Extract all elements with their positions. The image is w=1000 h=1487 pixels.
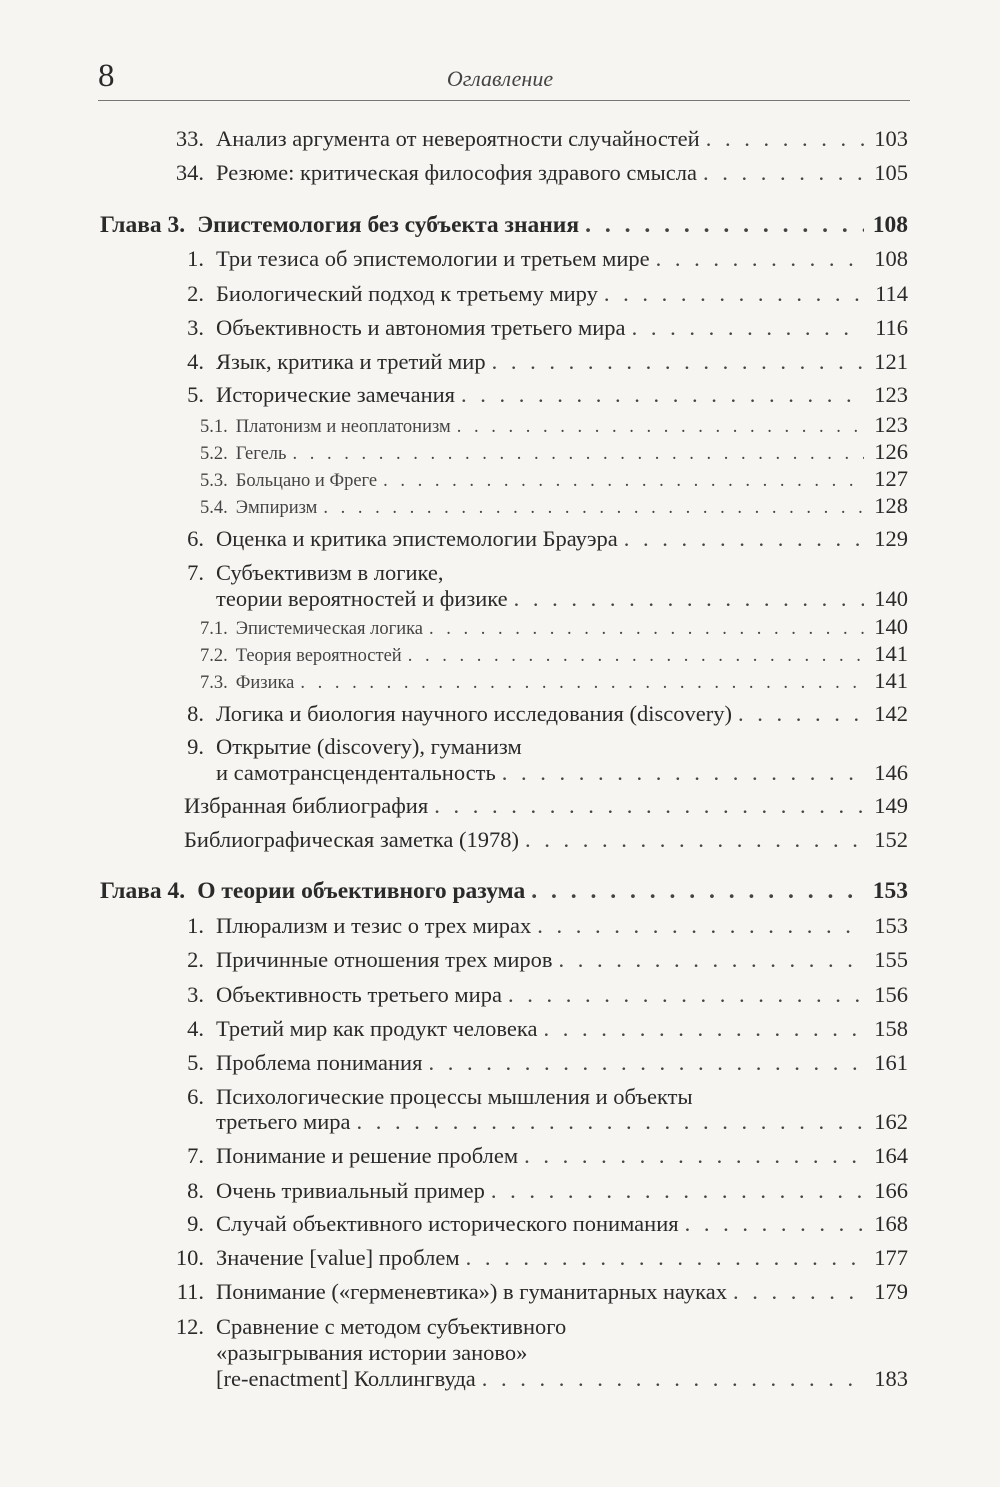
toc-entry[interactable] — [108, 1016, 908, 1042]
dot-leader — [558, 947, 864, 973]
chapter-number: Глава 4. — [100, 878, 186, 904]
subentry-page: 127 — [874, 466, 908, 491]
chapter-number: Глава 3. — [100, 212, 186, 238]
entry-number: 1. — [187, 913, 204, 938]
entry-title: Понимание и решение проблем — [216, 1143, 519, 1168]
toc-subentry[interactable] — [200, 412, 908, 438]
entry-number: 7. — [187, 1143, 204, 1168]
entry-title: Третий мир как продукт человека — [216, 1016, 538, 1041]
dot-leader — [624, 526, 864, 552]
entry-number: 8. — [187, 1178, 204, 1203]
entry-title-line: Психологические процессы мышления и объекты — [216, 1084, 693, 1109]
dot-leader — [531, 878, 864, 905]
entry-number: 9. — [187, 1211, 204, 1236]
entry-number: 9. — [187, 734, 204, 759]
toc-entry-continuation[interactable] — [108, 1109, 908, 1135]
entry-title: Причинные отношения трех миров — [216, 947, 553, 972]
entry-page: 179 — [874, 1279, 908, 1304]
toc-entry-continuation[interactable] — [108, 760, 908, 786]
entry-title: и самотрансцендентальность — [216, 760, 496, 785]
toc-entry[interactable] — [108, 1279, 908, 1305]
chapter-title: Эпистемология без субъекта знания — [197, 212, 580, 238]
entry-page: 161 — [874, 1050, 908, 1075]
chapter-page: 153 — [872, 878, 908, 904]
entry-number: 6. — [187, 1084, 204, 1109]
subentry-page: 141 — [874, 668, 908, 693]
dot-leader — [292, 444, 864, 465]
entry-title-line: Субъективизм в логике, — [216, 560, 444, 585]
entry-title-line: Сравнение с методом субъективного — [216, 1314, 567, 1339]
entry-title: Объективность и автономия третьего мира — [216, 315, 626, 340]
entry-page: 108 — [874, 246, 908, 271]
entry-number: 4. — [187, 349, 204, 374]
dot-leader — [300, 673, 864, 694]
entry-page: 116 — [875, 315, 908, 340]
subentry-number: 5.1. — [200, 417, 228, 437]
entry-page: 153 — [874, 913, 908, 938]
header-rule — [98, 100, 910, 101]
dot-leader — [434, 793, 864, 819]
dot-leader — [703, 160, 864, 186]
dot-leader — [632, 315, 864, 341]
dot-leader — [604, 281, 864, 307]
dot-leader — [502, 760, 864, 786]
toc-entry-multiline[interactable] — [108, 1314, 908, 1370]
entry-page: 177 — [874, 1245, 908, 1270]
subentry-page: 126 — [874, 439, 908, 464]
dot-leader — [383, 471, 864, 492]
entry-page: 146 — [874, 760, 908, 785]
chapter-entry[interactable] — [100, 212, 908, 239]
toc-entry[interactable] — [108, 1211, 908, 1237]
entry-number: 10. — [175, 1245, 204, 1270]
entry-title: [re-enactment] Коллингвуда — [216, 1366, 476, 1391]
toc-subentry[interactable] — [200, 493, 908, 519]
entry-title: Значение [value] проблем — [216, 1245, 460, 1270]
subentry-title: Эпистемическая логика — [235, 619, 424, 639]
entry-title: Анализ аргумента от невероятности случайностей — [216, 126, 700, 151]
page-header — [0, 0, 1000, 110]
toc-entry[interactable] — [108, 526, 908, 552]
subentry-page: 123 — [874, 412, 908, 437]
dot-leader — [428, 1050, 864, 1076]
running-title: Оглавление — [446, 66, 554, 91]
toc-entry[interactable] — [108, 349, 908, 375]
toc-entry-bibliographic-note[interactable] — [184, 827, 908, 853]
toc-entry[interactable] — [108, 126, 908, 152]
toc-entry[interactable] — [108, 947, 908, 973]
entry-number: 5. — [187, 1050, 204, 1075]
toc-subentry[interactable] — [200, 614, 908, 640]
dot-leader — [525, 827, 864, 853]
toc-entry[interactable] — [108, 913, 908, 939]
toc-subentry[interactable] — [200, 668, 908, 694]
subentry-number: 7.2. — [200, 646, 228, 666]
dot-leader — [543, 1016, 864, 1042]
entry-page: 156 — [874, 982, 908, 1007]
dot-leader — [733, 1279, 864, 1305]
entry-page: 183 — [874, 1366, 908, 1391]
entry-title: Язык, критика и третий мир — [216, 349, 486, 374]
chapter-entry[interactable] — [100, 878, 908, 905]
dot-leader — [429, 619, 864, 640]
entry-number: 2. — [187, 947, 204, 972]
dot-leader — [656, 246, 864, 272]
entry-number: 34. — [175, 160, 204, 185]
dot-leader — [508, 982, 864, 1008]
toc-entry-continuation[interactable] — [108, 586, 908, 612]
entry-number: 3. — [187, 315, 204, 340]
subentry-title: Физика — [235, 673, 295, 693]
entry-number: 1. — [187, 246, 204, 271]
toc-entry[interactable] — [108, 246, 908, 272]
dot-leader — [706, 126, 864, 152]
entry-number: 2. — [187, 281, 204, 306]
toc-entry-continuation[interactable] — [108, 1366, 908, 1392]
entry-page: 166 — [874, 1178, 908, 1203]
entry-page: 158 — [874, 1016, 908, 1041]
entry-title: Случай объективного исторического понимания — [216, 1211, 679, 1236]
chapter-page: 108 — [872, 212, 908, 238]
toc-entry[interactable] — [108, 701, 908, 727]
entry-title: Проблема понимания — [216, 1050, 423, 1075]
dot-leader — [461, 382, 864, 408]
entry-number: 11. — [176, 1279, 204, 1304]
subentry-number: 5.3. — [200, 471, 228, 491]
entry-title: Понимание («герменевтика») в гуманитарных науках — [216, 1279, 727, 1304]
dot-leader — [738, 701, 864, 727]
entry-page: 168 — [874, 1211, 908, 1236]
toc-entry[interactable] — [108, 1143, 908, 1169]
entry-title: третьего мира — [216, 1109, 351, 1134]
dot-leader — [537, 913, 864, 939]
entry-page: 149 — [874, 793, 908, 818]
subentry-title: Теория вероятностей — [235, 646, 402, 666]
entry-page: 155 — [874, 947, 908, 972]
entry-title: Оценка и критика эпистемологии Брауэра — [216, 526, 618, 551]
entry-title: Избранная библиография — [184, 793, 429, 818]
subentry-number: 7.3. — [200, 673, 228, 693]
entry-page: 164 — [874, 1143, 908, 1168]
toc-subentry[interactable] — [200, 641, 908, 667]
toc-entry[interactable] — [108, 1178, 908, 1204]
subentry-number: 5.4. — [200, 498, 228, 518]
toc-entry[interactable] — [108, 982, 908, 1008]
subentry-page: 141 — [874, 641, 908, 666]
entry-title-line: Открытие (discovery), гуманизм — [216, 734, 522, 759]
entry-page: 162 — [874, 1109, 908, 1134]
dot-leader — [685, 1211, 864, 1237]
toc-entry[interactable] — [108, 160, 908, 186]
subentry-title: Платонизм и неоплатонизм — [235, 417, 451, 437]
entry-title: Три тезиса об эпистемологии и третьем мире — [216, 246, 650, 271]
subentry-number: 7.1. — [200, 619, 228, 639]
dot-leader — [356, 1109, 864, 1135]
entry-title: Библиографическая заметка (1978) — [184, 827, 519, 852]
entry-title: Резюме: критическая философия здравого смысла — [216, 160, 697, 185]
dot-leader — [323, 498, 864, 519]
entry-page: 114 — [875, 281, 908, 306]
entry-number: 8. — [187, 701, 204, 726]
subentry-title: Эмпиризм — [235, 498, 318, 518]
entry-number: 33. — [175, 126, 204, 151]
toc-entry[interactable] — [108, 281, 908, 307]
entry-page: 123 — [874, 382, 908, 407]
toc-entry-bibliography[interactable] — [184, 793, 908, 819]
entry-title: Логика и биология научного исследования (discovery) — [216, 701, 732, 726]
entry-number: 12. — [175, 1314, 204, 1339]
dot-leader — [408, 646, 864, 667]
entry-page: 103 — [874, 126, 908, 151]
toc-subentry[interactable] — [200, 439, 908, 465]
subentry-page: 140 — [874, 614, 908, 639]
toc-entry[interactable] — [108, 1050, 908, 1076]
subentry-title: Больцано и Фреге — [235, 471, 378, 491]
entry-title: Исторические замечания — [216, 382, 456, 407]
entry-title: теории вероятностей и физике — [216, 586, 508, 611]
entry-title: Объективность третьего мира — [216, 982, 502, 1007]
toc-entry[interactable] — [108, 382, 908, 408]
entry-title: Очень тривиальный пример — [216, 1178, 485, 1203]
toc-entry[interactable] — [108, 1245, 908, 1271]
subentry-page: 128 — [874, 493, 908, 518]
dot-leader — [457, 417, 864, 438]
subentry-number: 5.2. — [200, 444, 228, 464]
entry-page: 129 — [874, 526, 908, 551]
dot-leader — [491, 1178, 864, 1204]
entry-title-line: «разыгрывания истории заново» — [216, 1340, 528, 1365]
dot-leader — [466, 1245, 864, 1271]
entry-number: 4. — [187, 1016, 204, 1041]
entry-page: 152 — [874, 827, 908, 852]
subentry-title: Гегель — [235, 444, 287, 464]
entry-number: 7. — [187, 560, 204, 585]
entry-number: 3. — [187, 982, 204, 1007]
toc-entry[interactable] — [108, 315, 908, 341]
entry-page: 121 — [874, 349, 908, 374]
chapter-title: О теории объективного разума — [197, 878, 526, 904]
toc-subentry[interactable] — [200, 466, 908, 492]
dot-leader — [585, 212, 864, 239]
dot-leader — [514, 586, 864, 612]
entry-title: Плюрализм и тезис о трех мирах — [216, 913, 532, 938]
entry-number: 6. — [187, 526, 204, 551]
dot-leader — [524, 1143, 864, 1169]
entry-page: 142 — [874, 701, 908, 726]
entry-number: 5. — [187, 382, 204, 407]
dot-leader — [492, 349, 864, 375]
dot-leader — [482, 1366, 864, 1392]
page-number: 8 — [98, 58, 115, 94]
entry-page: 105 — [874, 160, 908, 185]
entry-page: 140 — [874, 586, 908, 611]
entry-title: Биологический подход к третьему миру — [216, 281, 598, 306]
